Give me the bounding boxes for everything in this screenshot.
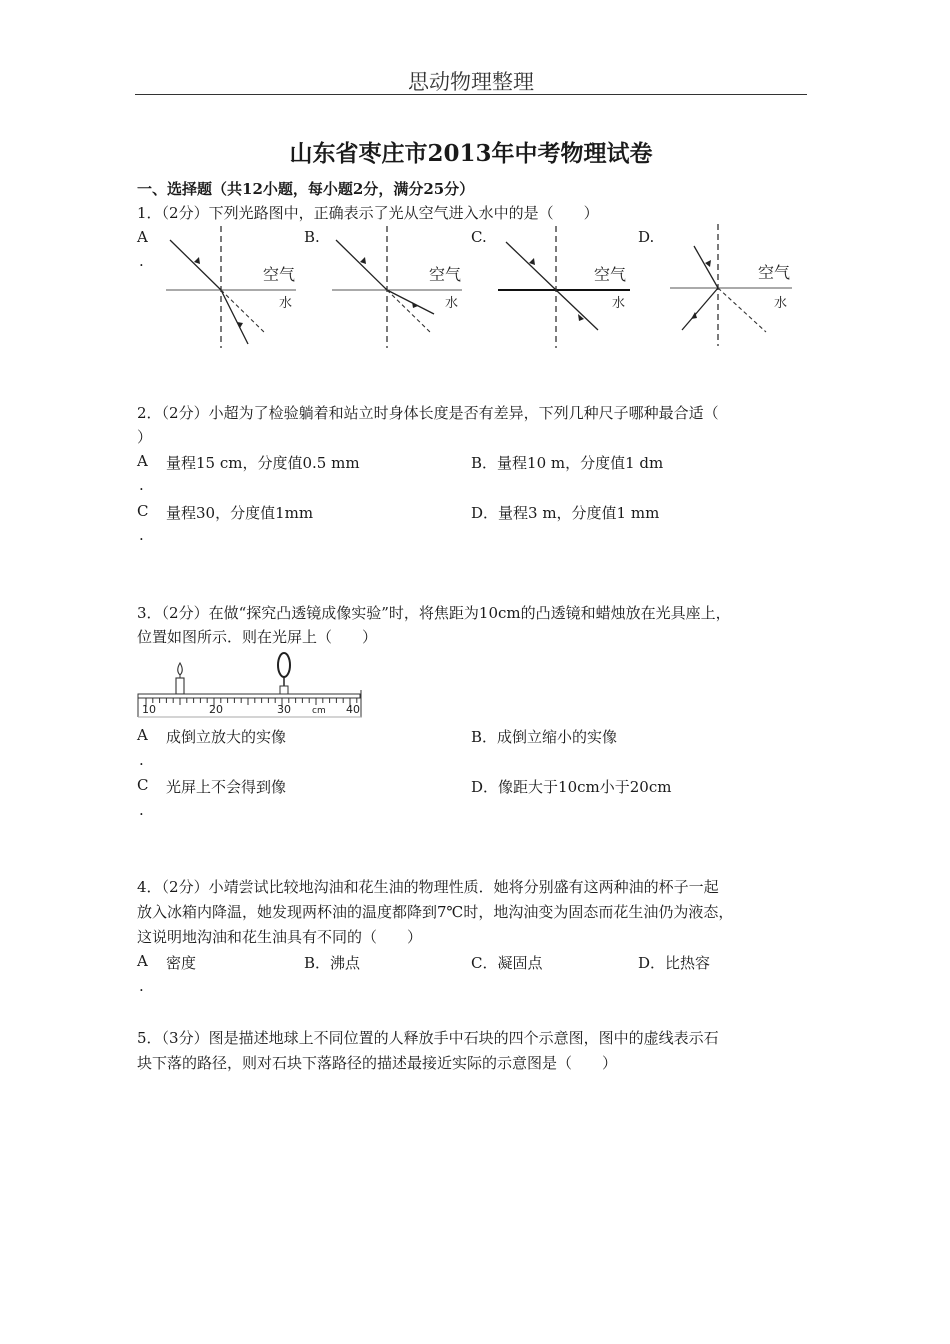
q4-stem-line3: 这说明地沟油和花生油具有不同的（ ） bbox=[137, 928, 423, 946]
q4-option-a-dot: . bbox=[139, 977, 144, 995]
air-label-c: 空气 bbox=[594, 265, 627, 284]
exam-title: 山东省枣庄市2013年中考物理试卷 bbox=[289, 140, 653, 167]
q5-stem-line2: 块下落的路径，则对石块下落路径的描述最接近实际的示意图是（ ） bbox=[137, 1054, 618, 1072]
convex-lens-icon bbox=[278, 653, 290, 694]
q1-option-a-dot: . bbox=[139, 252, 144, 270]
q4-option-b: B．沸点 bbox=[304, 954, 361, 972]
q2-option-c-letter: C bbox=[137, 502, 149, 520]
air-label-d: 空气 bbox=[758, 263, 791, 282]
ruler-label-40: 40 bbox=[346, 703, 360, 716]
ruler-unit: cm bbox=[312, 706, 326, 716]
q4-option-a: 密度 bbox=[166, 954, 197, 972]
q4-option-c: C．凝固点 bbox=[471, 954, 543, 972]
q3-option-a-dot: . bbox=[139, 751, 144, 769]
q1-diagram-b bbox=[332, 226, 462, 348]
q3-option-b: B．成倒立缩小的实像 bbox=[471, 728, 618, 746]
q1-stem: 1．（2分）下列光路图中，正确表示了光从空气进入水中的是（ ） bbox=[137, 204, 599, 222]
water-label-b: 水 bbox=[445, 296, 459, 311]
q1-diagram-d bbox=[670, 224, 792, 346]
water-label-d: 水 bbox=[774, 296, 788, 311]
q1-option-c-label: C. bbox=[471, 228, 487, 246]
q1-diagram-c bbox=[498, 226, 630, 348]
q4-stem-line1: 4．（2分）小靖尝试比较地沟油和花生油的物理性质．她将分别盛有这两种油的杯子一起 bbox=[137, 878, 719, 896]
q2-option-c: 量程30，分度值1mm bbox=[166, 504, 314, 522]
q3-optical-bench bbox=[136, 650, 368, 720]
q2-option-a-dot: . bbox=[139, 476, 144, 494]
q1-option-b-label: B. bbox=[304, 228, 320, 246]
q3-option-c: 光屏上不会得到像 bbox=[166, 778, 287, 796]
q1-option-a-label: A bbox=[137, 228, 148, 246]
q1-diagram-a bbox=[166, 226, 296, 348]
q1-diagrams bbox=[160, 222, 810, 352]
q3-stem-line2: 位置如图所示．则在光屏上（ ） bbox=[137, 628, 378, 646]
q2-option-d: D．量程3 m，分度值1 mm bbox=[471, 504, 660, 522]
page-header: 思动物理整理 bbox=[408, 70, 534, 94]
q1-option-d-label: D. bbox=[638, 228, 655, 246]
section-heading: 一、选择题（共12小题，每小题2分，满分25分） bbox=[137, 180, 475, 198]
candle-icon bbox=[176, 663, 184, 694]
air-label-b: 空气 bbox=[429, 265, 462, 284]
q3-option-d: D．像距大于10cm小于20cm bbox=[471, 778, 672, 796]
ruler-label-30: 30 bbox=[277, 703, 291, 716]
q2-stem-line2: ） bbox=[137, 428, 153, 446]
q5-stem-line1: 5．（3分）图是描述地球上不同位置的人释放手中石块的四个示意图，图中的虚线表示石 bbox=[137, 1029, 719, 1047]
q3-option-a: 成倒立放大的实像 bbox=[166, 728, 287, 746]
q2-option-a: 量程15 cm，分度值0.5 mm bbox=[166, 454, 360, 472]
q2-option-b: B．量程10 m，分度值1 dm bbox=[471, 454, 664, 472]
q4-option-d: D．比热容 bbox=[638, 954, 711, 972]
q3-stem-line1: 3．（2分）在做“探究凸透镜成像实验”时，将焦距为10cm的凸透镜和蜡烛放在光具座上， bbox=[137, 604, 731, 622]
q2-option-a-letter: A bbox=[137, 452, 148, 470]
q3-option-a-letter: A bbox=[137, 726, 148, 744]
water-label-a: 水 bbox=[279, 296, 293, 311]
q3-option-c-letter: C bbox=[137, 776, 149, 794]
q4-option-a-letter: A bbox=[137, 952, 148, 970]
ruler-label-10: 10 bbox=[142, 703, 156, 716]
water-label-c: 水 bbox=[612, 296, 626, 311]
header-rule bbox=[135, 94, 807, 95]
q4-stem-line2: 放入冰箱内降温，她发现两杯油的温度都降到7℃时，地沟油变为固态而花生油仍为液态， bbox=[137, 903, 734, 921]
q3-option-c-dot: . bbox=[139, 801, 144, 819]
q2-stem-line1: 2．（2分）小超为了检验躺着和站立时身体长度是否有差异，下列几种尺子哪种最合适（ bbox=[137, 404, 719, 422]
ruler-label-20: 20 bbox=[209, 703, 223, 716]
air-label-a: 空气 bbox=[263, 265, 296, 284]
q2-option-c-dot: . bbox=[139, 526, 144, 544]
